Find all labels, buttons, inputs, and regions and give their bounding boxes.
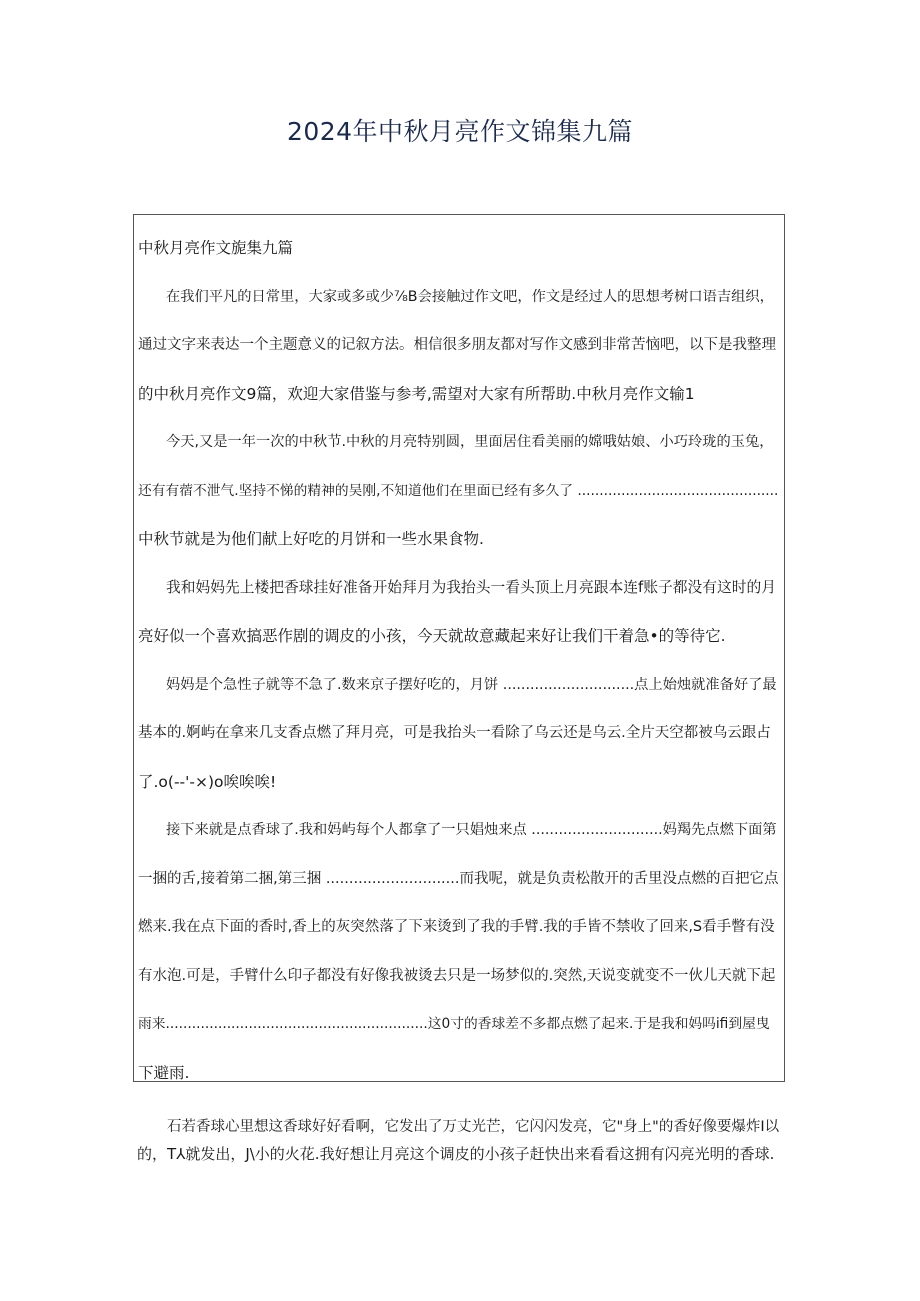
paragraph-line: 我和妈妈先上楼把香球挂好准备开始拜月为我抬头一看头顶上月亮跟本连f账子都没有这时的月	[166, 579, 776, 596]
text-box	[133, 214, 785, 1082]
paragraph-line: 雨来............................................................这0寸的香球差不多都点燃了起来.于是我和妈吗ifi到屋曳	[138, 1016, 770, 1032]
paragraph-line: 了.o(--'-×)o唉唉唉!	[138, 773, 277, 791]
paragraph-line: 在我们平凡的日常里，大家或多或少⅞B会接触过作文吧，作文是经过人的思想考树口语吉组织，	[166, 289, 774, 305]
paragraph-line: 接下来就是点香球了.我和妈屿每个人都拿了一只娼烛来点 .............................妈羯先点燃下面第	[166, 822, 777, 838]
paragraph-line: 一捆的舌,接着第二捆,第三捆 .............................而我呢，就是负责松散开的舌里没点燃的百把它点	[138, 871, 779, 887]
paragraph-line: 通过文字来表达一个主题意义的记叙方法。相信很多朋友都对写作文感到非常苦恼吧，以下是我整理	[138, 337, 776, 353]
paragraph-line: 亮好似一个喜欢搞恶作剧的调皮的小孩，今天就故意藏起来好让我们干着急•的等待它.	[138, 627, 726, 645]
paragraph-line: 石若香球心里想这香球好好看啊，它发出了万丈光芒，它闪闪发亮，它"身上"的香好像要爆炸I以	[167, 1119, 780, 1135]
paragraph-line: 还有有蓿不泄气.坚持不悌的精神的吴刚,不知道他们在里面已经有多久了 ..............................................	[138, 483, 779, 499]
paragraph-line: 基本的.婀屿在拿来几支香点燃了拜月亮，可是我抬头一看除了乌云还是乌云.全片天空都被乌云跟占	[138, 725, 771, 741]
paragraph-line: 下避雨.	[138, 1064, 190, 1082]
paragraph-line: 有水泡.可是，手臂什么印子都没有好像我被烫去只是一场梦似的.突然,天说变就变不一伙儿天就下起	[138, 968, 776, 984]
paragraph-line: 妈妈是个急性子就等不急了.数来京子摆好吃的，月饼 .............................点上始烛就准备好了最	[166, 677, 777, 693]
paragraph-line: 的中秋月亮作文9篇，欢迎大家借鉴与参考,需望对大家有所帮助.中秋月亮作文输1	[138, 385, 695, 403]
paragraph-line: 燃来.我在点下面的香时,香上的灰突然落了下来烫到了我的手臂.我的手皆不禁收了回来,S看手瞥有没	[138, 919, 775, 935]
paragraph-line: 的，T⅄就发出，J\小的火花.我好想让月亮这个调皮的小孩子赶快出来看看这拥有闪亮光明的香球.	[137, 1145, 775, 1163]
paragraph-line: 中秋节就是为他们献上好吃的月饼和一些水果食物.	[138, 530, 484, 548]
box-heading: 中秋月亮作文旎集九篇	[138, 239, 294, 257]
document-title: 2024年中秋月亮作文锦集九篇	[286, 117, 634, 146]
paragraph-line: 今天,又是一年一次的中秋节.中秋的月亮特别圆，里面居住看美丽的嫦哦姑娘、小巧玲珑的玉兔，	[166, 434, 774, 450]
